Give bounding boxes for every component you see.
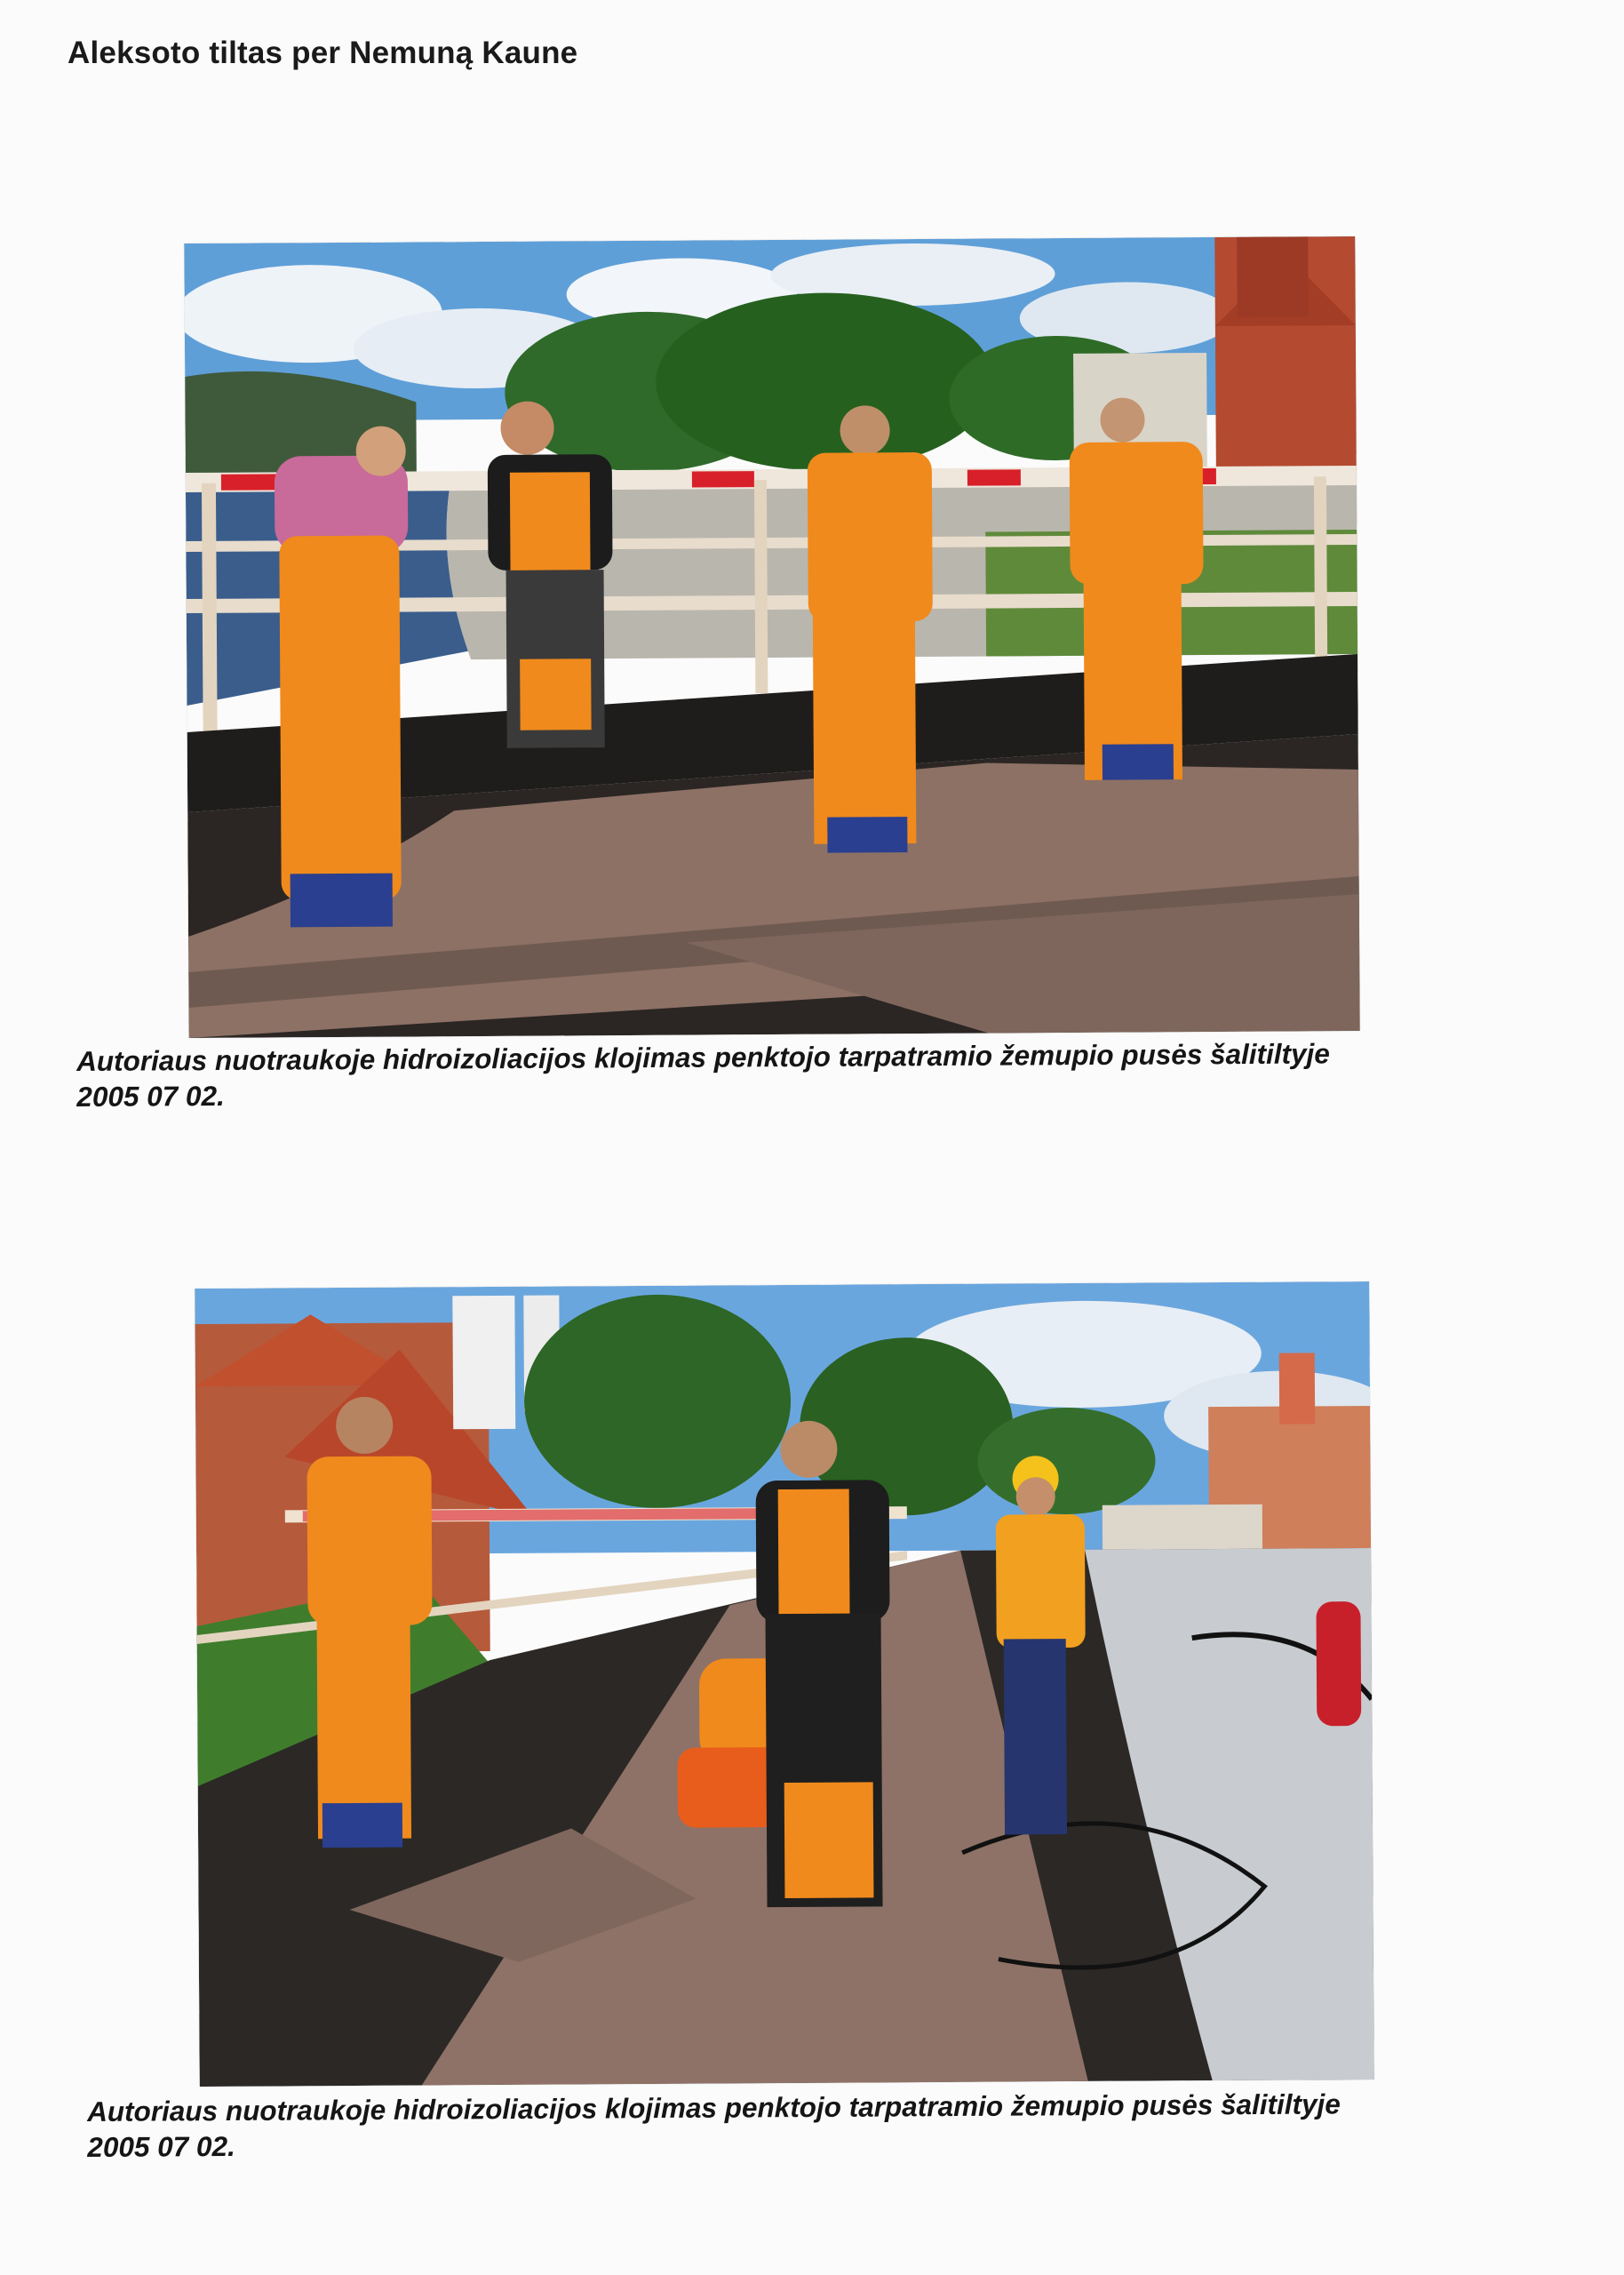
caption-2-line-1: Autoriaus nuotraukoje hidroizoliacijos klojimas penktojo tarpatramio žemupio pusės šalitiltyje (87, 2087, 1341, 2127)
caption-2 (87, 2086, 1341, 2165)
caption-1-line-1: Autoriaus nuotraukoje hidroizoliacijos klojimas penktojo tarpatramio žemupio pusės šalitiltyje (76, 1037, 1330, 1077)
photo-bridge-workers-2 (195, 1281, 1373, 2087)
photo-bridge-workers-1 (184, 236, 1359, 1038)
caption-2-line-2: 2005 07 02. (87, 2129, 235, 2163)
page-title: Aleksoto tiltas per Nemuną Kaune (68, 36, 578, 70)
worker-1 (275, 427, 410, 928)
caption-1 (76, 1035, 1330, 1114)
photo-2-image (195, 1281, 1373, 2087)
caption-1-line-2: 2005 07 02. (76, 1079, 225, 1113)
photo-1-image (184, 236, 1359, 1038)
worker-center (755, 1420, 891, 1907)
